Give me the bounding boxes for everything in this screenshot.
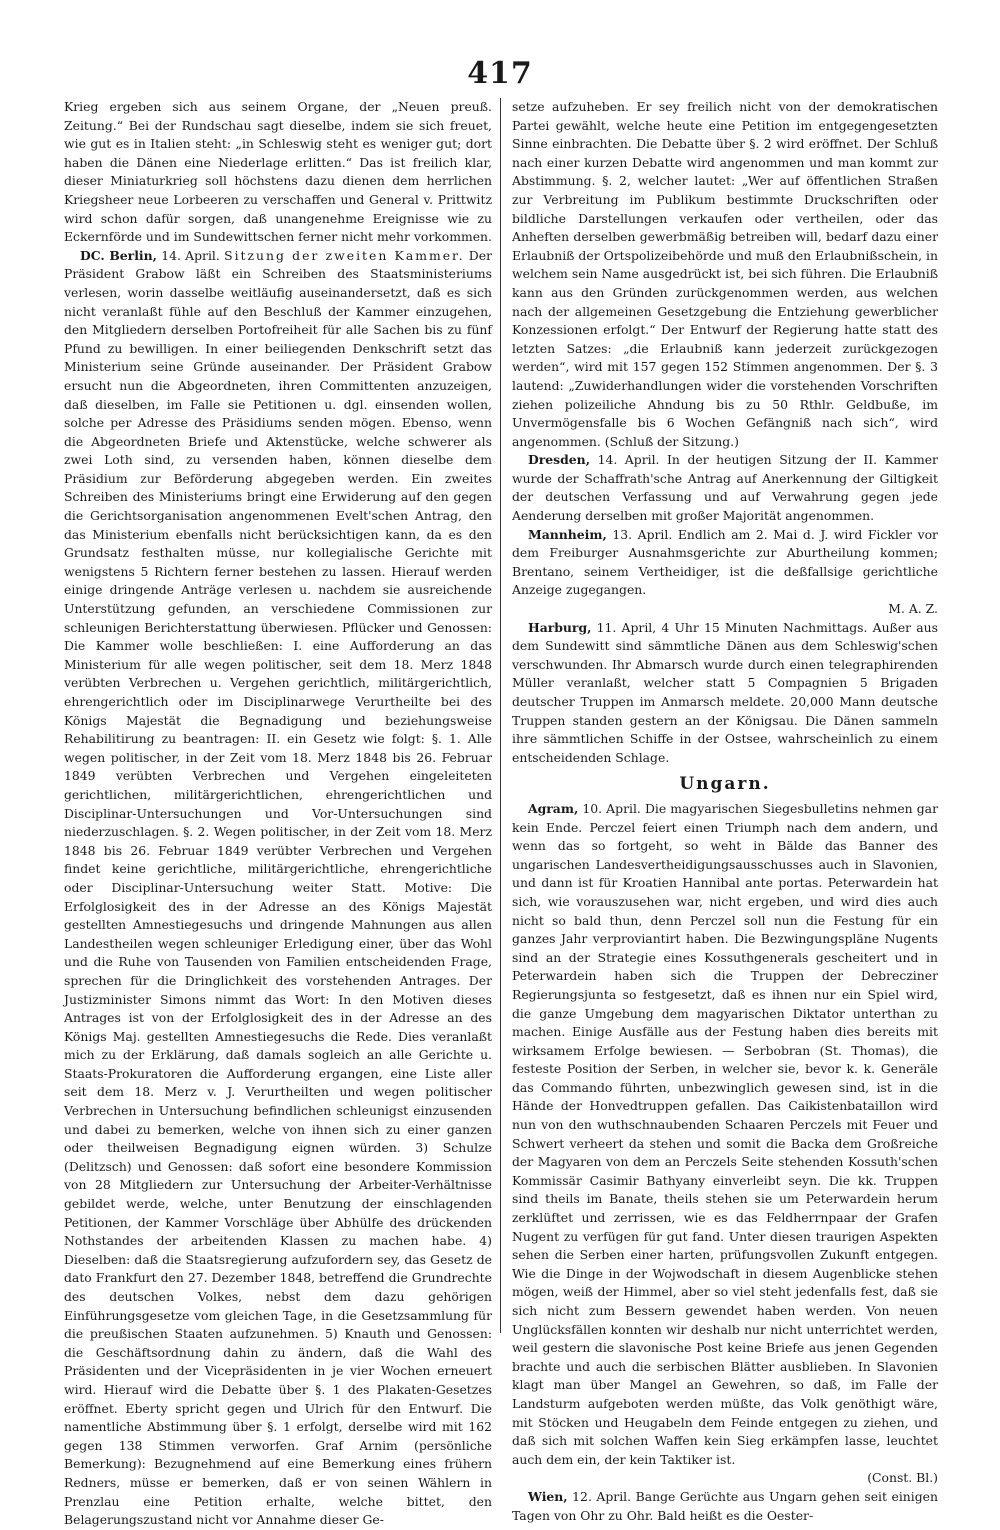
- right-column: [512, 98, 938, 1523]
- article-wien: [512, 1488, 938, 1525]
- article-continuation-right: setze aufzuheben. Er sey freilich nicht von der demokratischen Partei gewählt, welche heute eine Petition im entgegengesetzten Sinne einbrachten. Die Debatte über §. 2 wird eröffnet. Der Schluß nach einer kurzen Debatte wird angenommen und man kommt zur Abstimmung. §. 2, welcher lautet: „Wer auf öffentlichen Straßen zur Verbreitung im Publikum bestimmte Druckschriften oder bildliche Darstellungen verkaufen oder vertheilen, oder das Anheften derselben gewerbmäßig betreiben will, bedarf dazu einer Erlaubniß der Ortspolizeibehörde und muß den Erlaubnißschein, in welchem sein Name ausgedrückt ist, bei sich führen. Die Erlaubniß kann aus den Gründen zurückgenommen werden, aus welchen nach der allgemeinen Gesetzgebung die Entziehung gewerblicher Konzessionen erfolgt.“ Der Entwurf der Regierung hatte statt des letzten Satzes: „die Erlaubniß kann jederzeit zurückgezogen werden“, wird mit 157 gegen 152 Stimmen angenommen. Der §. 3 lautend: „Zuwiderhandlungen wider die vorstehenden Vorschriften ziehen polizeiliche Ahndung bis zu 50 Rthlr. Geldbuße, im Unvermögensfalle bis 6 Wochen Gefängniß nach sich“, wird angenommen. (Schluß der Sitzung.): [512, 99, 938, 449]
- dateline-wien: Wien,: [528, 1488, 568, 1504]
- article-mannheim: [512, 526, 938, 619]
- session-title: Sitzung der zweiten Kammer.: [224, 247, 465, 263]
- article-berlin: [64, 247, 492, 1530]
- article-agram-text: 10. April. Die magyarischen Siegesbulletins nehmen gar kein Ende. Perczel feiert einen Triumph nach dem andern, und wenn das so fortgeht, so weht in Bälde das Banner des ungarischen Landesvertheidigungsausschusses auch in Slavonien, und dann ist für Kroatien Hannibal ante portas. Peterwardein hat sich, wie vorauszusehen war, nicht ergeben, und wird dies auch nicht so bald thun, denn Perczel soll nun die Festung für ein ganzes Jahr verproviantirt haben. Die Bezwingungspläne Nugents sind an der Strategie eines Kossuthgenerals gescheitert und in Peterwardein haben sich die Truppen der Debrecziner Regierungsjunta so festgesetzt, daß es ihnen nur ein Spiel wird, die ganze Umgebung dem magyarischen Diktator unterthan zu machen. Einige Ausfälle aus der Festung haben dies bereits mit wirksamem Erfolge bewiesen. — Serbobran (St. Thomas), die festeste Position der Serben, in welcher sie, bevor k. k. Generäle das Commando führten, unbezwinglich gewesen sind, ist in die Hände der Honvedtruppen gefallen. Das Caikistenbataillon wird nun von den wuthschnaubenden Schaaren Perczels mit Feuer und Schwert verheert da stehen und somit die Backa dem Großreiche der Magyaren von dem an Perczels Seite stehenden Kossuth'schen Kommissär Casimir Bathyany einverleibt seyn. Die kk. Truppen sind theils im Banate, theils stehen sie um Peterwardein herum zerklüftet und zerrissen, wie es das Feldherrnpaar der Grafen Nugent zu verfügen für gut fand. Unter diesen traurigen Aspekten sehen die Serben einer harten, prüfungsvollen Zukunft entgegen. Wie die Dinge in der Wojwodschaft in diesem Augenblicke stehen mögen, weiß der Himmel, aber so viel steht jedenfalls fest, daß sie sich nicht zum Bessern gewendet haben werden. Von neuen Unglücksfällen konnten wir deshalb nur nicht unterrichtet werden, weil gestern die slavonische Post keine Briefe aus jenen Gegenden brachte und auch die serbischen Blätter ausblieben. In Slavonien klagt man über Mangel an Gewehren, so daß, im Falle der Landsturm aufgeboten werden müßte, das Volk genöthigt wäre, mit Stöcken und Heugabeln dem Feinde entgegen zu ziehen, und daß sich mit solchen Waffen kein Sieg erkämpfen lasse, leuchtet auch dem ein, der kein Taktiker ist.: [512, 800, 938, 1467]
- page-number: 417: [467, 56, 533, 91]
- article-mannheim-text: 13. April. Endlich am 2. Mai d. J. wird Fickler vor dem Freiburger Ausnahmsgerichte zur Aburtheilung kommen; Brentano, seinem Vertheidiger, ist die deßfallsige gerichtliche Anzeige zugegangen.: [512, 526, 938, 598]
- dateline-mannheim: Mannheim,: [528, 526, 607, 542]
- left-column: [64, 98, 492, 1528]
- date-berlin: 14. April.: [161, 247, 220, 263]
- article-continuation: Krieg ergeben sich aus seinem Organe, der „Neuen preuß. Zeitung.“ Bei der Rundschau sagt dieselbe, indem sie sich freuet, wie gut es in Italien steht: „in Schleswig steht es weniger gut; dort haben die Dänen eine Niederlage erlitten.“ Das ist freilich klar, dieser Miniaturkrieg soll höchstens dazu dienen dem herrlichen Kriegsheer neue Lorbeeren zu verschaffen und General v. Prittwitz wird schon dafür sorgen, daß unangenehme Ereignisse wie zu Eckernförde und im Sundewittschen ferner nicht mehr vorkommen.: [64, 99, 492, 245]
- article-harburg: [512, 619, 938, 768]
- article-dresden: [512, 451, 938, 525]
- article-berlin-text: Der Präsident Grabow läßt ein Schreiben des Staatsministeriums verlesen, worin dasselbe weitläufig auseinandersetzt, daß es sich nicht veranlaßt fühle auf den Beschluß der Kammer einzugehen, den Mitgliedern derselben Portofreiheit für alle Sachen bis zu fünf Pfund zu bewilligen. In einer beiliegenden Denkschrift setzt das Ministerium seine Gründe auseinander. Der Präsident Grabow ersucht nun die Abgeordneten, ihren Committenten anzuzeigen, daß dieselben, im Falle sie Petitionen u. dgl. einsenden wollen, solche per Adresse des Präsidiums senden mögen. Ebenso, wenn die Abgeordneten Briefe und Aktenstücke, welche schwerer als zwei Loth sind, zu versenden haben, können dieselbe dem Präsidium zur Beförderung abgegeben werden. Ein zweites Schreiben des Ministeriums bringt eine Erwiderung auf den gegen die Gerichtsorganisation angenommenen Evelt'schen Antrag, den das Ministerium ebenfalls nicht berücksichtigen kann, da es den Grundsatz festhalten müsse, nur kollegialische Gerichte mit wenigstens 5 Richtern ferner bestehen zu lassen. Hierauf werden einige dringende Anträge verlesen u. nachdem sie ausreichende Unterstützung gefunden, an verschiedene Commissionen zur schleunigen Berichterstattung überwiesen. Pflücker und Genossen: Die Kammer wolle beschließen: I. eine Aufforderung an das Ministerium für alle wegen politischer, seit dem 18. Merz 1848 verübten Verbrechen u. Vergehen gerichtlich, militärgerichtlich, ehrengerichtlich oder im Disciplinarwege Verurtheilte bei des Königs Majestät die Begnadigung und beziehungsweise Rehabilitirung zu beantragen: II. ein Gesetz wie folgt: §. 1. Alle wegen politischer, in der Zeit vom 18. Merz 1848 bis 26. Februar 1849 verübten Verbrechen und Vergehen eingeleiteten gerichtlichen, militärgerichtlichen, ehrengerichtlichen und Disciplinar-Untersuchungen und Vor-Untersuchungen sind niederzuschlagen. §. 2. Wegen politischer, in der Zeit vom 18. Merz 1848 bis 26. Februar 1849 verübter Verbrechen und Vergehen findet keine gerichtliche, militärgerichtliche, ehrengerichtliche oder Disciplinar-Untersuchung weiter Statt. Motive: Die Erfolglosigkeit des in der Adresse an des Königs Majestät gestellten Amnestiegesuchs und dringende Mahnungen aus allen Landestheilen wegen schleuniger Erledigung einer, über das Wohl und die Ruhe von Tausenden von Familien entscheidenden Frage, sprechen für die Dringlichkeit des vorstehenden Antrages. Der Justizminister Simons nimmt das Wort: In den Motiven dieses Antrages ist von der Erfolglosigkeit des in der Adresse an des Königs Maj. gestellten Amnestiegesuchs die Rede. Dies veranlaßt mich zu der Erklärung, daß damals sogleich an alle Gerichte u. Staats-Prokuratoren die Aufforderung ergangen, eine Liste aller seit dem 18. Merz v. J. Verurtheilten und wegen politischer Verbrechen in Untersuchung befindlichen schleunigst einzusenden und dabei zu bemerken, welche von ihnen sich zu einer ganzen oder theilweisen Begnadigung eignen würden. 3) Schulze (Delitzsch) und Genossen: daß sofort eine besondere Kommission von 28 Mitgliedern zur Untersuchung der Arbeiter-Verhältnisse gebildet werde, welche, unter Benutzung der einschlagenden Petitionen, der Kammer Vorschläge über Abhülfe des drückenden Nothstandes der arbeitenden Klassen zu machen habe. 4) Dieselben: daß die Staatsregierung aufzufordern sey, das Gesetz de dato Frankfurt den 27. Dezember 1848, betreffend die Grundrechte des deutschen Volkes, nebst dem dazu gehörigen Einführungsgesetze vom gleichen Tage, in die Gesetzsammlung für die preußischen Staaten aufzunehmen. 5) Knauth und Genossen: die Geschäftsordnung dahin zu ändern, daß die Wahl des Präsidenten und der Vicepräsidenten in je vier Wochen erneuert wird. Hierauf wird die Debatte über §. 1 des Plakaten-Gesetzes eröffnet. Eberty spricht gegen und Ulrich für den Entwurf. Die namentliche Abstimmung über §. 1 erfolgt, derselbe wird mit 162 gegen 138 Stimmen verworfen. Graf Arnim (persönliche Bemerkung): Bezugnehmend auf eine Bemerkung eines frühern Redners, müsse er bemerken, daß er von seinen Wählern in Prenzlau eine Petition erhalte, welche bittet, den Belagerungszustand nicht vor Annahme dieser Ge-: [64, 247, 492, 1528]
- article-dresden-text: 14. April. In der heutigen Sitzung der II. Kammer wurde der Schaffrath'sche Antrag auf Anerkennung der Giltigkeit der deutschen Verfassung und auf Verwahrung gegen jede Aenderung derselben mit großer Majorität angenommen.: [512, 452, 938, 524]
- section-heading-ungarn: Ungarn.: [679, 774, 771, 795]
- article-harburg-text: 11. April, 4 Uhr 15 Minuten Nachmittags. Außer aus dem Sundewitt sind sämmtliche Dänen aus dem Schleswig'schen verschwunden. Ihr Abmarsch wurde durch einen telegraphirenden Müller veranlaßt, welcher statt 5 Compagnien 5 Brigaden deutscher Truppen im Anmarsch meldete. 20,000 Mann deutsche Truppen standen gestern an der Königsau. Die Dänen sammeln ihre sämmtlichen Schiffe in der Ostsee, wahrscheinlich zu einem entscheidenden Schlage.: [512, 619, 938, 765]
- dateline-dresden: Dresden,: [528, 452, 591, 468]
- article-wien-text: 12. April. Bange Gerüchte aus Ungarn gehen seit einigen Tagen von Ohr zu Ohr. Bald heißt es die Oester-: [512, 1488, 938, 1523]
- column-divider: [500, 98, 501, 1333]
- source-reference-agram: (Const. Bl.): [867, 1470, 938, 1486]
- dateline-harburg: Harburg,: [528, 619, 592, 635]
- article-agram: [512, 800, 938, 1488]
- dateline-berlin: DC. Berlin,: [80, 247, 157, 263]
- dateline-agram: Agram,: [528, 800, 579, 816]
- source-reference: M. A. Z.: [888, 601, 938, 617]
